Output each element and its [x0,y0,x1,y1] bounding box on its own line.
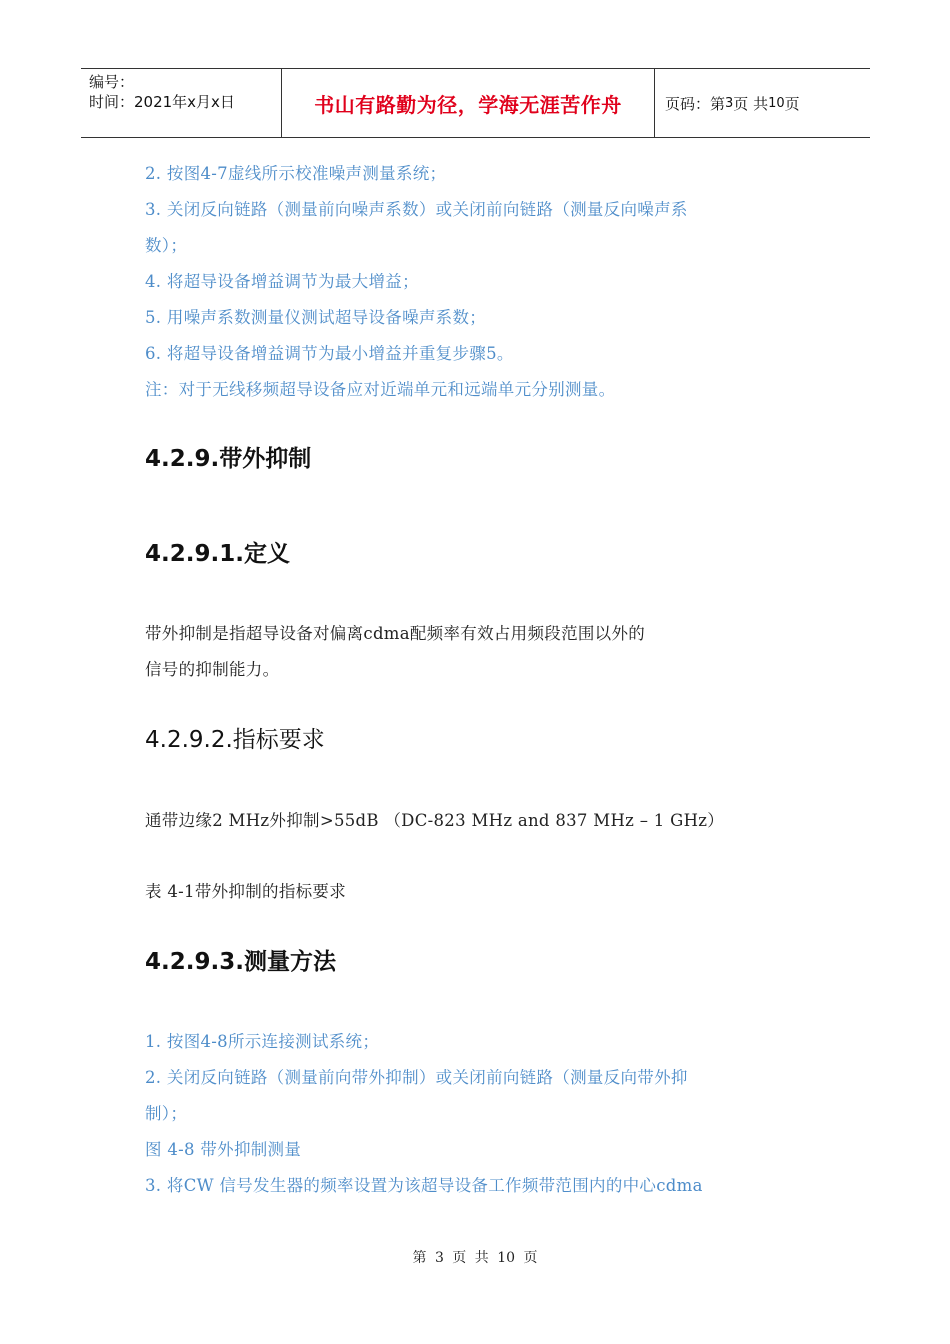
note-line: 注：对于无线移频超导设备应对近端单元和远端单元分别测量。 [145,380,616,399]
section-heading-4-2-9-3 [145,943,336,976]
section-title: 带外抑制 [219,446,312,472]
page-total: 10 [768,95,785,111]
section-number: 4.2.9.2. [145,727,233,753]
requirement-line: 通带边缘2 MHz外抑制>55dB （DC-823 MHz and 837 MHz – 1 GHz） [145,811,725,830]
section-title: 测量方法 [243,949,336,975]
header-table [81,68,870,138]
section-title: 定义 [243,541,290,567]
section-number: 4.2.9.1. [145,541,244,567]
date-label: 时间：2021年x月x日 [89,93,235,111]
step-2-calibrate: 2. 按图4-7虚线所示校准噪声测量系统； [145,164,447,183]
section-heading-4-2-9-1 [145,535,290,568]
section-heading-4-2-9-2 [145,721,325,754]
method-step-2-cont: 制）； [145,1104,188,1123]
figure-caption: 图 4-8 带外抑制测量 [145,1140,302,1159]
step-3-close-link: 3. 关闭反向链路（测量前向噪声系数）或关闭前向链路（测量反向噪声系 [145,200,688,219]
page-label-mid: 页 共 [733,94,769,113]
section-heading-4-2-9 [145,440,311,473]
section-title: 指标要求 [232,727,325,753]
step-6-min-gain: 6. 将超导设备增益调节为最小增益并重复步骤5。 [145,344,514,363]
doc-number-label: 编号： [89,73,135,91]
page-current: 3 [725,95,734,111]
definition-line-1: 带外抑制是指超导设备对偏离cdma配频率有效占用频段范围以外的 [145,624,646,643]
method-step-3: 3. 将CW 信号发生器的频率设置为该超导设备工作频带范围内的中心cdma [145,1176,703,1195]
table-caption: 表 4-1带外抑制的指标要求 [145,882,347,901]
step-4-max-gain: 4. 将超导设备增益调节为最大增益； [145,272,419,291]
section-number: 4.2.9.3. [145,949,244,975]
step-3-close-link-cont: 数）； [145,236,188,255]
definition-line-2: 信号的抑制能力。 [145,660,280,679]
section-number: 4.2.9. [145,446,220,472]
page-footer: 第 3 页 共 10 页 [412,1250,538,1266]
page-label-suffix: 页 [784,94,800,113]
header-motto: 书山有路勤为径，学海无涯苦作舟 [282,69,655,137]
step-5-measure-noise: 5. 用噪声系数测量仪测试超导设备噪声系数； [145,308,487,327]
header-page-info [655,69,870,137]
method-step-2: 2. 关闭反向链路（测量前向带外抑制）或关闭前向链路（测量反向带外抑 [145,1068,688,1087]
page-label-prefix: 页码：第 [665,94,726,113]
header-meta [81,69,282,137]
method-step-1: 1. 按图4-8所示连接测试系统； [145,1032,380,1051]
